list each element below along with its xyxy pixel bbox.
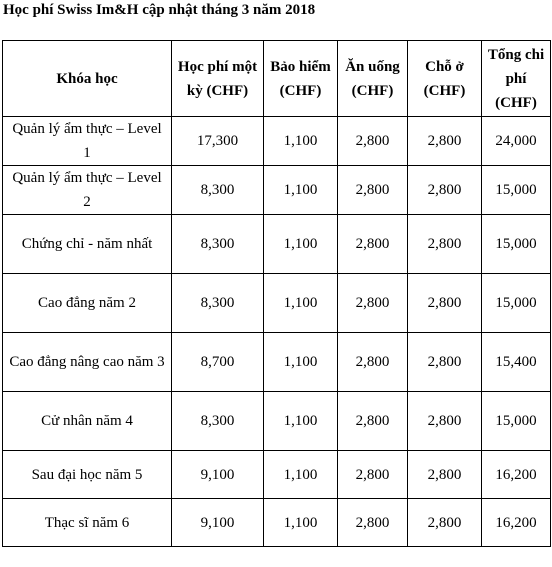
header-course: Khóa học xyxy=(3,41,172,117)
total-cell: 16,200 xyxy=(482,451,551,499)
accommodation-cell: 2,800 xyxy=(408,333,482,392)
insurance-cell: 1,100 xyxy=(264,333,338,392)
meals-cell: 2,800 xyxy=(338,215,408,274)
table-row xyxy=(3,215,551,274)
insurance-cell: 1,100 xyxy=(264,117,338,166)
accommodation-cell: 2,800 xyxy=(408,392,482,451)
accommodation-cell: 2,800 xyxy=(408,215,482,274)
accommodation-cell: 2,800 xyxy=(408,166,482,215)
insurance-cell: 1,100 xyxy=(264,451,338,499)
accommodation-cell: 2,800 xyxy=(408,117,482,166)
course-cell: Cử nhân năm 4 xyxy=(3,392,172,451)
page-title: Học phí Swiss Im&H cập nhật tháng 3 năm 2018 xyxy=(3,2,316,18)
meals-cell: 2,800 xyxy=(338,274,408,333)
total-cell: 16,200 xyxy=(482,499,551,547)
course-cell: Thạc sĩ năm 6 xyxy=(3,499,172,547)
accommodation-cell: 2,800 xyxy=(408,499,482,547)
meals-cell: 2,800 xyxy=(338,451,408,499)
table-row xyxy=(3,392,551,451)
header-insurance: Bảo hiểm (CHF) xyxy=(264,41,338,117)
insurance-cell: 1,100 xyxy=(264,274,338,333)
course-cell: Quản lý ẩm thực – Level 2 xyxy=(3,166,172,215)
table-row xyxy=(3,499,551,547)
meals-cell: 2,800 xyxy=(338,392,408,451)
tuition-cell: 8,300 xyxy=(172,274,264,333)
course-cell: Cao đẳng nâng cao năm 3 xyxy=(3,333,172,392)
tuition-cell: 8,300 xyxy=(172,166,264,215)
table-header-row xyxy=(3,41,551,117)
table-row xyxy=(3,274,551,333)
table-row xyxy=(3,333,551,392)
insurance-cell: 1,100 xyxy=(264,499,338,547)
course-cell: Chứng chỉ - năm nhất xyxy=(3,215,172,274)
meals-cell: 2,800 xyxy=(338,499,408,547)
total-cell: 15,000 xyxy=(482,215,551,274)
header-meals: Ăn uống (CHF) xyxy=(338,41,408,117)
total-cell: 15,000 xyxy=(482,392,551,451)
tuition-cell: 17,300 xyxy=(172,117,264,166)
accommodation-cell: 2,800 xyxy=(408,274,482,333)
tuition-cell: 9,100 xyxy=(172,499,264,547)
header-total: Tổng chi phí (CHF) xyxy=(482,41,551,117)
header-tuition: Học phí một kỳ (CHF) xyxy=(172,41,264,117)
meals-cell: 2,800 xyxy=(338,333,408,392)
tuition-cell: 9,100 xyxy=(172,451,264,499)
tuition-cell: 8,300 xyxy=(172,392,264,451)
insurance-cell: 1,100 xyxy=(264,215,338,274)
total-cell: 24,000 xyxy=(482,117,551,166)
insurance-cell: 1,100 xyxy=(264,166,338,215)
course-cell: Quản lý ẩm thực – Level 1 xyxy=(3,117,172,166)
course-cell: Sau đại học năm 5 xyxy=(3,451,172,499)
meals-cell: 2,800 xyxy=(338,166,408,215)
tuition-fee-table xyxy=(2,40,551,547)
total-cell: 15,000 xyxy=(482,166,551,215)
meals-cell: 2,800 xyxy=(338,117,408,166)
tuition-cell: 8,700 xyxy=(172,333,264,392)
tuition-cell: 8,300 xyxy=(172,215,264,274)
header-accommodation: Chỗ ở (CHF) xyxy=(408,41,482,117)
insurance-cell: 1,100 xyxy=(264,392,338,451)
table-row xyxy=(3,166,551,215)
total-cell: 15,400 xyxy=(482,333,551,392)
total-cell: 15,000 xyxy=(482,274,551,333)
table-row xyxy=(3,117,551,166)
course-cell: Cao đẳng năm 2 xyxy=(3,274,172,333)
table-row xyxy=(3,451,551,499)
accommodation-cell: 2,800 xyxy=(408,451,482,499)
